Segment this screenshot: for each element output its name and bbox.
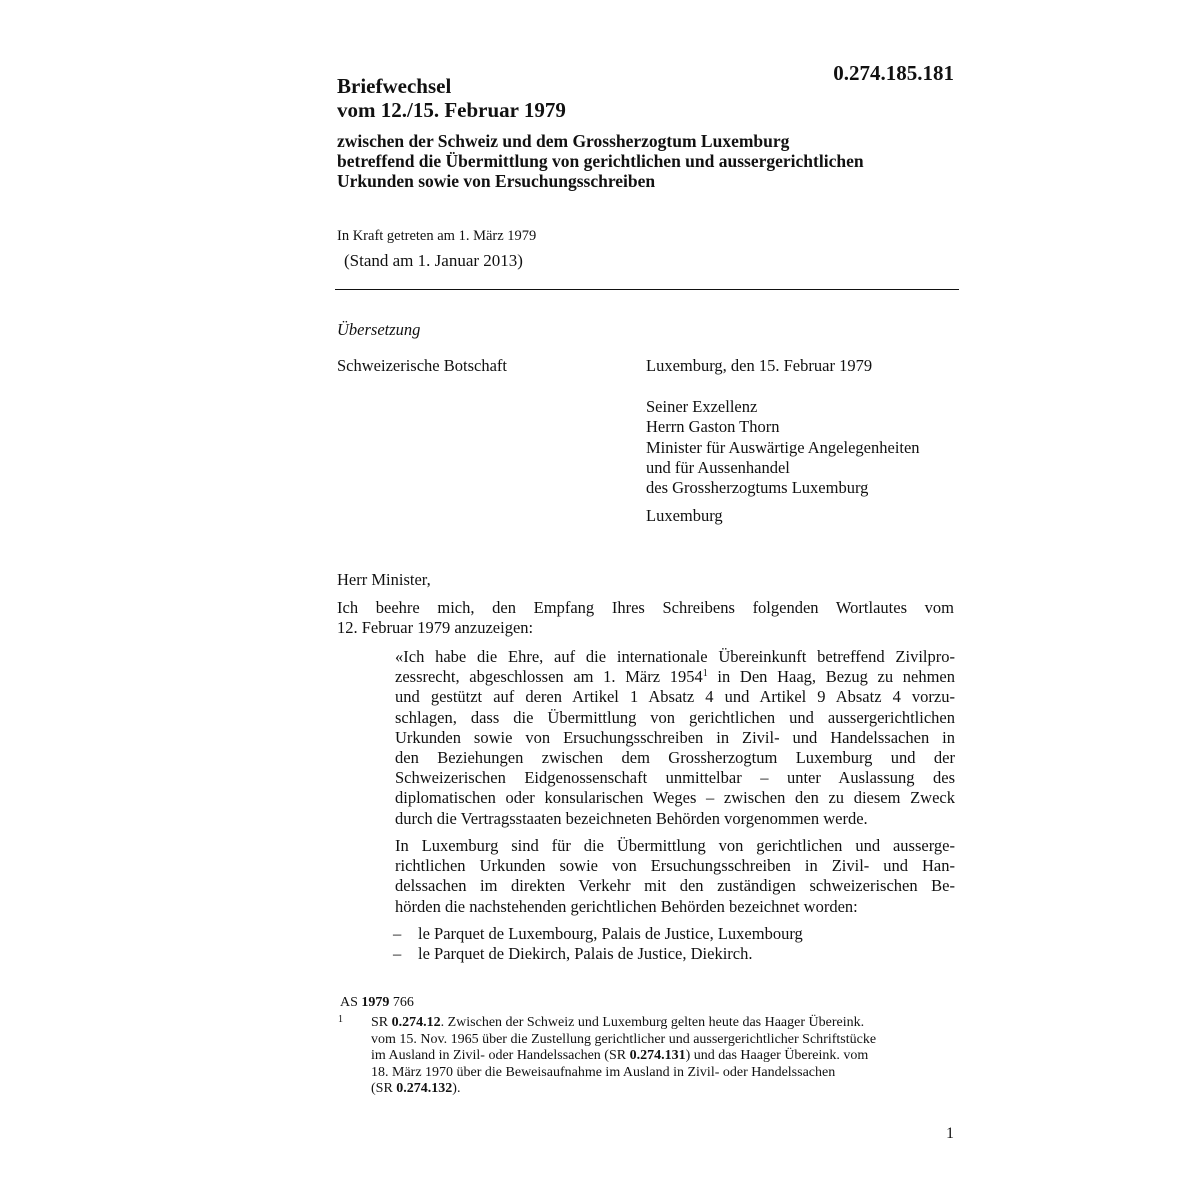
- header-divider: [335, 289, 959, 290]
- quote-line-text: in Den Haag, Bezug zu nehmen: [707, 667, 956, 687]
- list-item: [393, 924, 803, 944]
- document-subtitle: [337, 131, 957, 191]
- subtitle-line: betreffend die Übermittlung von gerichtlichen und aussergerichtlichen: [337, 151, 864, 171]
- footnote-text: [371, 1015, 955, 1098]
- footnote-line: [371, 1048, 955, 1065]
- as-reference: [340, 994, 414, 1011]
- list-item-text: le Parquet de Luxembourg, Palais de Justice, Luxembourg: [418, 924, 803, 943]
- quote-line-text: zessrecht, abgeschlossen am 1. März 1954: [395, 667, 703, 687]
- quote-line: In Luxemburg sind für die Übermittlung von gerichtlichen und ausserge-: [395, 836, 955, 855]
- recipient-city: Luxemburg: [646, 506, 723, 525]
- list-dash: –: [393, 924, 402, 943]
- recipient-line: und für Aussenhandel: [646, 457, 790, 477]
- recipient-line: Seiner Exzellenz: [646, 397, 758, 416]
- quote-paragraph-1: [395, 647, 955, 829]
- letter-place-date: Luxemburg, den 15. Februar 1979: [646, 356, 873, 375]
- quote-line: und gestützt auf deren Artikel 1 Absatz 4 und Artikel 9 Absatz 4 vorzu-: [395, 687, 955, 707]
- status-date: (Stand am 1. Januar 2013): [344, 251, 523, 270]
- quote-line: delssachen im direkten Verkehr mit den zuständigen schweizerischen Be-: [395, 876, 955, 896]
- subtitle-line: zwischen der Schweiz und dem Grossherzogtum Luxemburg: [337, 131, 790, 151]
- title-line: Briefwechsel: [337, 74, 452, 98]
- quote-line: richtlichen Urkunden sowie von Ersuchungsschreiben in Zivil- und Han-: [395, 856, 955, 876]
- footnote-mark: 1: [338, 1014, 343, 1025]
- sr-link[interactable]: 0.274.131: [629, 1048, 686, 1064]
- recipient-line: Herrn Gaston Thorn: [646, 417, 780, 437]
- translation-label: Übersetzung: [337, 320, 421, 339]
- in-force-date: In Kraft getreten am 1. März 1979: [337, 228, 537, 244]
- as-page: 766: [392, 995, 414, 1010]
- authority-list: [393, 924, 803, 964]
- list-dash: –: [393, 944, 402, 963]
- footnote-line: [371, 1081, 955, 1098]
- letter-sender: Schweizerische Botschaft: [337, 356, 507, 375]
- as-year: 1979: [361, 995, 390, 1010]
- quote-line: Urkunden sowie von Ersuchungsschreiben in Zivil- und Handelssachen in: [395, 727, 955, 747]
- list-item-text: le Parquet de Diekirch, Palais de Justice, Diekirch.: [418, 944, 753, 963]
- letter-recipient: [646, 397, 920, 498]
- quote-line: schlagen, dass die Übermittlung von gerichtlichen und aussergerichtlichen: [395, 707, 955, 727]
- quote-line: durch die Vertragsstaaten bezeichneten Behörden vorgenommen werde.: [395, 808, 868, 828]
- footnote-segment: ).: [452, 1081, 461, 1097]
- sr-link[interactable]: 0.274.132: [396, 1081, 453, 1097]
- page-number: 1: [946, 1125, 954, 1142]
- letter-salutation: Herr Minister,: [337, 570, 431, 589]
- quote-line: hörden die nachstehenden gerichtlichen Behörden bezeichnet worden:: [395, 896, 858, 916]
- recipient-line: des Grossherzogtums Luxemburg: [646, 478, 869, 498]
- sr-link[interactable]: 0.274.12: [391, 1015, 441, 1030]
- footnote-segment: (SR: [371, 1081, 397, 1097]
- footnote-line: 18. März 1970 über die Beweisaufnahme im Ausland in Zivil- oder Handelssachen: [371, 1064, 836, 1080]
- intro-line: Ich beehre mich, den Empfang Ihres Schreibens folgenden Wortlautes vom: [337, 598, 954, 617]
- footnote-segment: . Zwischen der Schweiz und Luxemburg gelten heute das Haager Übereink.: [440, 1015, 865, 1030]
- recipient-line: Minister für Auswärtige Angelegenheiten: [646, 437, 920, 457]
- as-prefix: AS: [340, 995, 358, 1010]
- footnote-line: vom 15. Nov. 1965 über die Zustellung gerichtlicher und aussergerichtlicher Schriftstücke: [371, 1031, 877, 1047]
- intro-line: 12. Februar 1979 anzuzeigen:: [337, 618, 534, 637]
- quote-paragraph-2: [395, 836, 955, 917]
- footnote-segment: SR: [371, 1015, 392, 1030]
- document-title: [337, 74, 897, 122]
- footnote-line: [371, 1015, 955, 1032]
- list-item: [393, 944, 803, 964]
- quote-line: Schweizerischen Eidgenossenschaft unmittelbar – unter Auslassung des: [395, 768, 955, 788]
- footnote-segment: ) und das Haager Übereink. vom: [685, 1048, 869, 1064]
- letter-intro: [337, 598, 954, 638]
- quote-line: den Beziehungen zwischen dem Grossherzogtum Luxemburg und der: [395, 748, 955, 768]
- footnote-segment: im Ausland in Zivil- oder Handelssachen (SR: [371, 1048, 630, 1064]
- subtitle-line: Urkunden sowie von Ersuchungsschreiben: [337, 171, 656, 191]
- quote-line: diplomatischen oder konsularischen Weges – zwischen den zu diesem Zweck: [395, 788, 955, 808]
- title-line: vom 12./15. Februar 1979: [337, 98, 566, 122]
- quote-line: «Ich habe die Ehre, auf die internationale Übereinkunft betreffend Zivilpro-: [395, 647, 955, 666]
- quote-line: [395, 667, 955, 687]
- sr-number: 0.274.185.181: [833, 61, 954, 85]
- footnote-reference[interactable]: 1: [702, 668, 708, 680]
